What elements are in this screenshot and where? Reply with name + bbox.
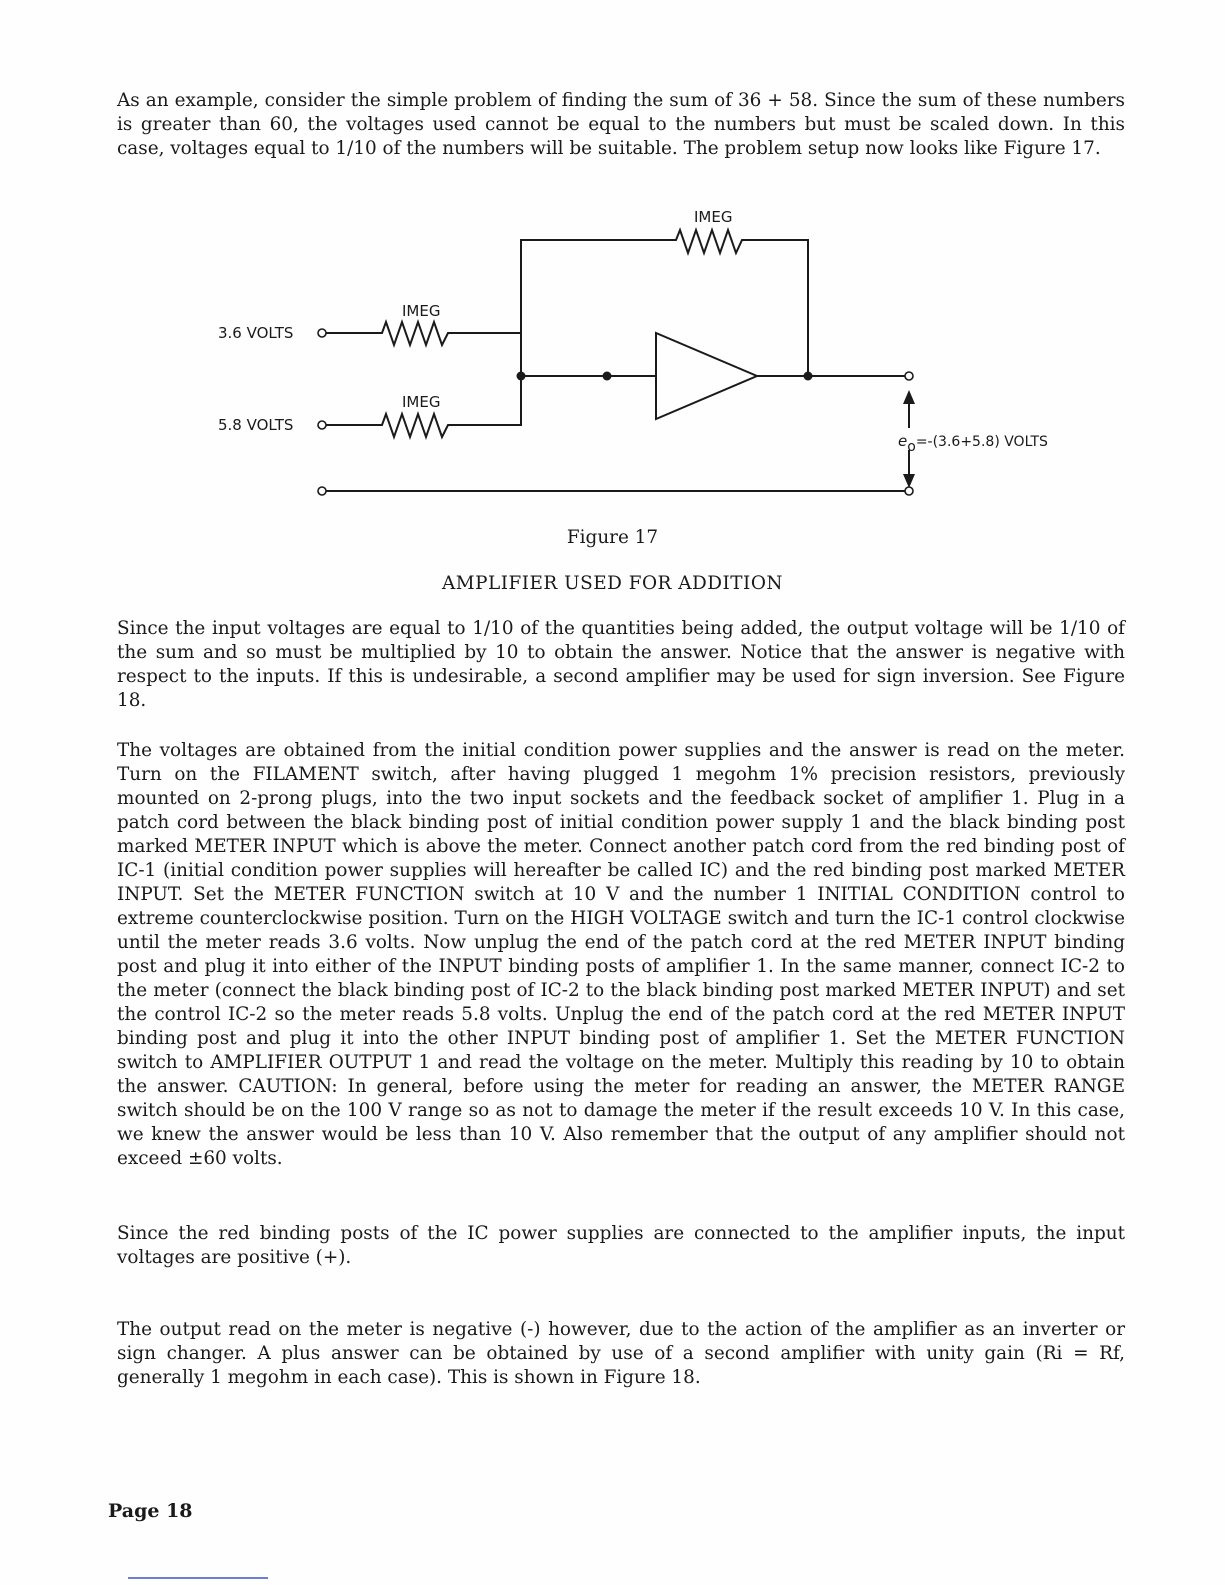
figure-label: Figure 17 xyxy=(566,527,659,548)
output-symbol: e xyxy=(898,432,908,450)
output-arrow-down-head xyxy=(903,474,915,488)
input-2-terminal xyxy=(318,421,326,429)
output-node xyxy=(804,372,813,381)
page-number: Page 18 xyxy=(108,1500,193,1522)
output-voltage-label xyxy=(898,432,1048,455)
input-1-label: 3.6 VOLTS xyxy=(218,324,294,342)
bottom-edge-mark xyxy=(128,1577,268,1579)
input-2-resistor-label: IMEG xyxy=(402,393,441,411)
output-arrow-up-head xyxy=(903,390,915,404)
paragraph-scaling: Since the input voltages are equal to 1/10 of the quantities being added, the output voltage will be 1/10 of the sum and so must be multiplied by 10 to obtain the answer. Notice that the answer is negative with respect to the inputs. If this is undesirable, a second amplifier may be used for sign inversion. See Figure 18. xyxy=(117,618,1125,711)
paragraph-negative-output: The output read on the meter is negative (-) however, due to the action of the amplifier as an inverter or sign changer. A plus answer can be obtained by use of a second amplifier with unity gain (Ri = Rf, generally 1 megohm in each case). This is shown in Figure 18. xyxy=(117,1319,1125,1388)
output-subscript: o xyxy=(907,439,916,455)
input-1-terminal xyxy=(318,329,326,337)
figure-title: AMPLIFIER USED FOR ADDITION xyxy=(442,573,783,594)
feedback-resistor-label: IMEG xyxy=(694,208,733,226)
paragraph-positive-inputs: Since the red binding posts of the IC power supplies are connected to the amplifier inputs, the input voltages are positive (+). xyxy=(117,1223,1125,1268)
paragraph-procedure: The voltages are obtained from the initial condition power supplies and the answer is read on the meter. Turn on the FILAMENT switch, after having plugged 1 megohm 1% precision resistors, previously mounted on 2-prong plugs, into the two input sockets and the feedback socket of amplifier 1. Plug in a patch cord between the black binding post of initial condition power supply 1 and the black binding post marked METER INPUT which is above the meter. Connect another patch cord from the red binding post of IC-1 (initial condition power supplies will hereafter be called IC) and the red binding post marked METER INPUT. Set the METER FUNCTION switch at 10 V and the number 1 INITIAL CONDITION control to extreme counterclockwise position. Turn on the HIGH VOLTAGE switch and turn the IC-1 control clockwise until the meter reads 3.6 volts. Now unplug the end of the patch cord at the red METER INPUT binding post and plug it into either of the INPUT binding posts of amplifier 1. In the same manner, connect IC-2 to the meter (connect the black binding post of IC-2 to the black binding post marked METER INPUT) and set the control IC-2 so the meter reads 5.8 volts. Unplug the end of the patch cord at the red METER INPUT binding post and plug it into the other INPUT binding post of amplifier 1. Set the METER FUNCTION switch to AMPLIFIER OUTPUT 1 and read the voltage on the meter. Multiply this reading by 10 to obtain the answer. CAUTION: In general, before using the meter for reading an answer, the METER RANGE switch should be on the 100 V range so as not to damage the meter if the result exceeds 10 V. In this case, we knew the answer would be less than 10 V. Also remember that the output of any amplifier should not exceed ±60 volts. xyxy=(117,740,1125,1169)
output-expression: =-(3.6+5.8) VOLTS xyxy=(915,434,1048,450)
ground-terminal-right xyxy=(905,487,913,495)
amplifier-triangle xyxy=(656,333,757,419)
input-2-label: 5.8 VOLTS xyxy=(218,416,294,434)
amplifier-input-node xyxy=(603,372,612,381)
paragraph-intro: As an example, consider the simple problem of finding the sum of 36 + 58. Since the sum of these numbers is greater than 60, the voltages used cannot be equal to the numbers but must be scaled down. In this case, voltages equal to 1/10 of the numbers will be suitable. The problem setup now looks like Figure 17. xyxy=(117,90,1125,159)
ground-terminal-left xyxy=(318,487,326,495)
output-terminal xyxy=(905,372,913,380)
input-2-resistor xyxy=(326,414,521,437)
input-1-resistor-label: IMEG xyxy=(402,302,441,320)
